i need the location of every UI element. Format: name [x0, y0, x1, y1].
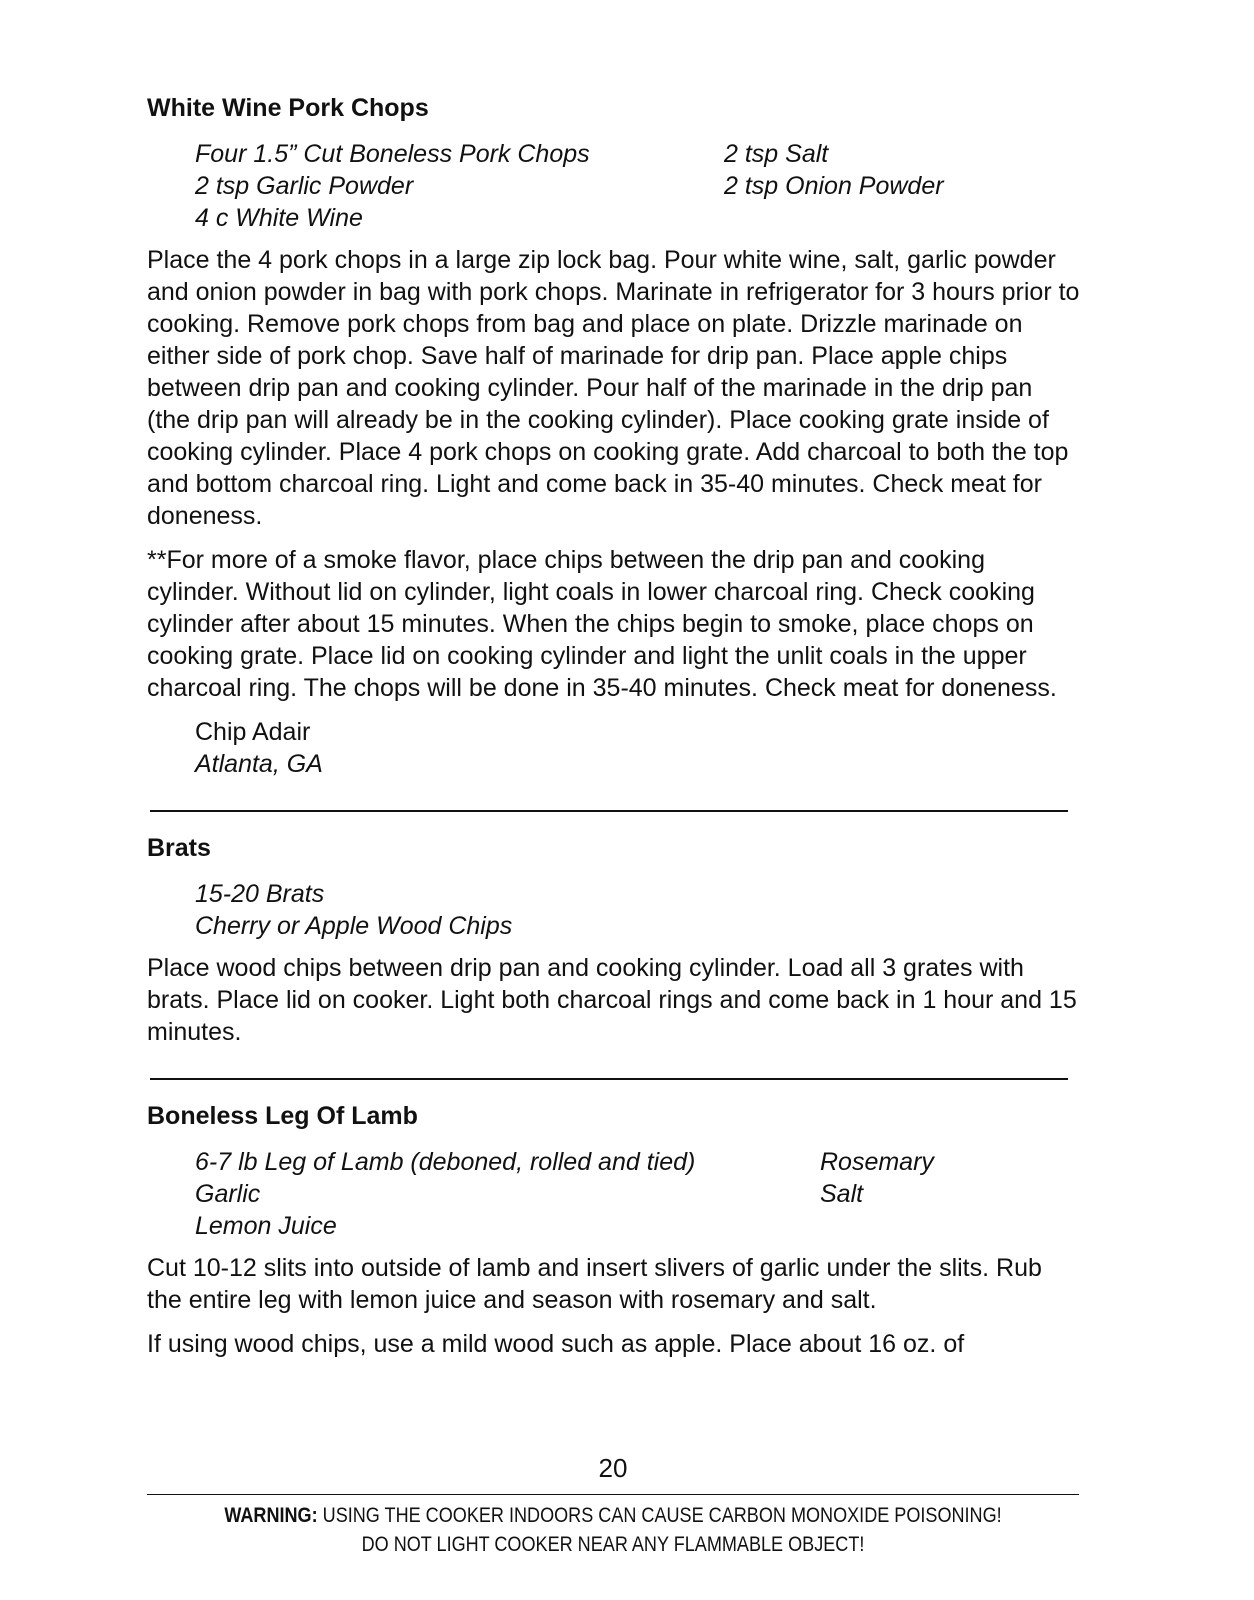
instructions-paragraph: Place wood chips between drip pan and cooking cylinder. Load all 3 grates with brats. Place lid on cooker. Light both charcoal rings and come back in 1 hour and 15 minutes. [147, 954, 1077, 1046]
footer-divider [147, 1494, 1079, 1495]
ingredient: Four 1.5” Cut Boneless Pork Chops [195, 140, 590, 168]
ingredient: 2 tsp Onion Powder [724, 172, 944, 200]
page-footer [147, 1448, 1079, 1559]
page-number: 20 [598, 1453, 628, 1483]
recipe-title: Boneless Leg Of Lamb [147, 1102, 418, 1130]
recipe-title: Brats [147, 834, 211, 862]
recipe-page [147, 88, 1082, 1372]
recipe-brats [147, 828, 1082, 1048]
ingredient-list [195, 138, 1082, 234]
warning-text: USING THE COOKER INDOORS CAN CAUSE CARBON MONOXIDE POISONING! [322, 1504, 1002, 1527]
ingredient: 2 tsp Salt [724, 140, 829, 168]
author-location: Atlanta, GA [195, 750, 323, 778]
ingredient: 4 c White Wine [195, 204, 363, 232]
instructions-paragraph: **For more of a smoke flavor, place chips between the drip pan and cooking cylinder. Without lid on cylinder, light coals in lower charcoal ring. Check cooking cylinder after about 15 minutes. When the chips begin to smoke, place chops on cooking grate. Place lid on cooking cylinder and light the unlit coals in the upper charcoal ring. The chops will be done in 35-40 minutes. Check meat for doneness. [147, 546, 1057, 702]
ingredient-list [195, 1146, 1082, 1242]
recipe-author [195, 716, 1082, 780]
warning-label: WARNING: [224, 1504, 318, 1527]
ingredient: 15-20 Brats [195, 880, 325, 908]
section-divider [150, 1078, 1068, 1080]
ingredient: Cherry or Apple Wood Chips [195, 912, 513, 940]
ingredient: 2 tsp Garlic Powder [195, 172, 414, 200]
recipe-title: White Wine Pork Chops [147, 94, 429, 122]
ingredient: Rosemary [820, 1148, 934, 1176]
ingredient-list [195, 878, 1082, 942]
author-name: Chip Adair [195, 718, 311, 746]
instructions-paragraph: Cut 10-12 slits into outside of lamb and insert slivers of garlic under the slits. Rub the entire leg with lemon juice and season with rosemary and salt. [147, 1254, 1042, 1314]
warning-line-2: DO NOT LIGHT COOKER NEAR ANY FLAMMABLE OBJECT! [361, 1533, 865, 1556]
section-divider [150, 810, 1068, 812]
ingredient: Salt [820, 1180, 864, 1208]
instructions-paragraph: If using wood chips, use a mild wood such as apple. Place about 16 oz. of [147, 1330, 965, 1358]
instructions-paragraph: Place the 4 pork chops in a large zip lock bag. Pour white wine, salt, garlic powder and onion powder in bag with pork chops. Marinate in refrigerator for 3 hours prior to cooking. Remove pork chops from bag and place on plate. Drizzle marinade on either side of pork chop. Save half of marinade for drip pan. Place apple chips between drip pan and cooking cylinder. Pour half of the marinade in the drip pan (the drip pan will already be in the cooking cylinder). Place cooking grate inside of cooking cylinder. Place 4 pork chops on cooking grate. Add charcoal to both the top and bottom charcoal ring. Light and come back in 35-40 minutes. Check meat for doneness. [147, 246, 1080, 530]
recipe-leg-of-lamb [147, 1096, 1082, 1360]
recipe-pork-chops [147, 88, 1082, 780]
safety-warning [212, 1501, 1014, 1559]
ingredient: Lemon Juice [195, 1212, 337, 1240]
ingredient: 6-7 lb Leg of Lamb (deboned, rolled and tied) [195, 1148, 696, 1176]
warning-line-1 [212, 1501, 1014, 1530]
ingredient: Garlic [195, 1180, 261, 1208]
